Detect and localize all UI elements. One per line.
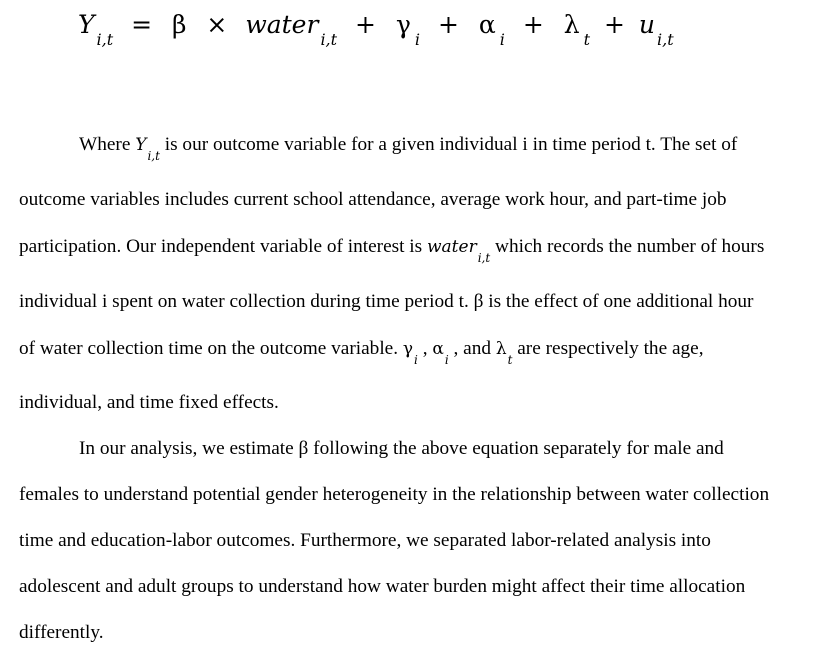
text-span: which records the number of hours bbox=[490, 236, 765, 257]
eq-error-subscript: i,t bbox=[657, 30, 674, 49]
eq-outcome-subscript: i,t bbox=[96, 30, 114, 49]
eq-outcome-symbol: Y bbox=[78, 10, 95, 39]
eq-alpha-subscript: i bbox=[499, 30, 505, 49]
math-subscript: t bbox=[507, 353, 513, 367]
math-subscript: i bbox=[414, 353, 418, 367]
math-alpha: α bbox=[432, 339, 444, 359]
text-line: outcome variables includes current school attendance, average work hour, and part-time job bbox=[19, 189, 727, 210]
math-gamma: γ bbox=[402, 339, 414, 359]
regression-equation bbox=[78, 10, 674, 60]
text-line: individual i spent on water collection during time period t. β is the effect of one additional hour bbox=[19, 291, 754, 312]
eq-plus: + bbox=[522, 10, 544, 39]
math-subscript: i,t bbox=[477, 251, 491, 265]
eq-gamma-subscript: i bbox=[414, 30, 421, 49]
eq-gamma: γ bbox=[395, 10, 411, 39]
eq-plus: + bbox=[355, 10, 376, 39]
eq-plus: + bbox=[437, 10, 459, 39]
text-line bbox=[19, 236, 765, 265]
text-span: are respectively the age, bbox=[512, 338, 704, 359]
math-subscript: i,t bbox=[147, 149, 160, 163]
text-line: differently. bbox=[19, 622, 104, 643]
text-span: of water collection time on the outcome variable. bbox=[19, 338, 403, 359]
eq-water: water bbox=[245, 10, 319, 39]
math-water: water bbox=[427, 237, 477, 257]
text-span: participation. Our independent variable of interest is bbox=[19, 236, 427, 257]
eq-lambda: λ bbox=[563, 10, 580, 39]
text-span: , bbox=[417, 338, 433, 359]
text-line bbox=[19, 338, 704, 367]
eq-plus: + bbox=[604, 10, 625, 39]
math-Y: Y bbox=[135, 135, 147, 155]
eq-water-subscript: i,t bbox=[320, 30, 338, 49]
text-line bbox=[79, 134, 738, 163]
eq-times: × bbox=[206, 10, 228, 39]
eq-lambda-subscript: t bbox=[583, 30, 591, 49]
eq-error-term: u bbox=[638, 10, 656, 39]
text-span: is our outcome variable for a given individual i in time period t. The set of bbox=[159, 134, 738, 155]
text-line: time and education-labor outcomes. Furthermore, we separated labor-related analysis into bbox=[19, 530, 711, 551]
math-lambda: λ bbox=[495, 339, 507, 359]
text-line: In our analysis, we estimate β following the above equation separately for male and bbox=[79, 438, 724, 459]
text-line: females to understand potential gender heterogeneity in the relationship between water collection bbox=[19, 484, 770, 505]
text-line: adolescent and adult groups to understand how water burden might affect their time allocation bbox=[19, 576, 746, 597]
eq-equals: = bbox=[131, 10, 153, 39]
eq-alpha: α bbox=[478, 10, 496, 39]
text-line: individual, and time fixed effects. bbox=[19, 392, 279, 413]
math-subscript: i bbox=[444, 353, 449, 367]
text-span: , and bbox=[448, 338, 496, 359]
eq-beta: β bbox=[172, 10, 187, 39]
text-span: Where bbox=[79, 134, 136, 155]
